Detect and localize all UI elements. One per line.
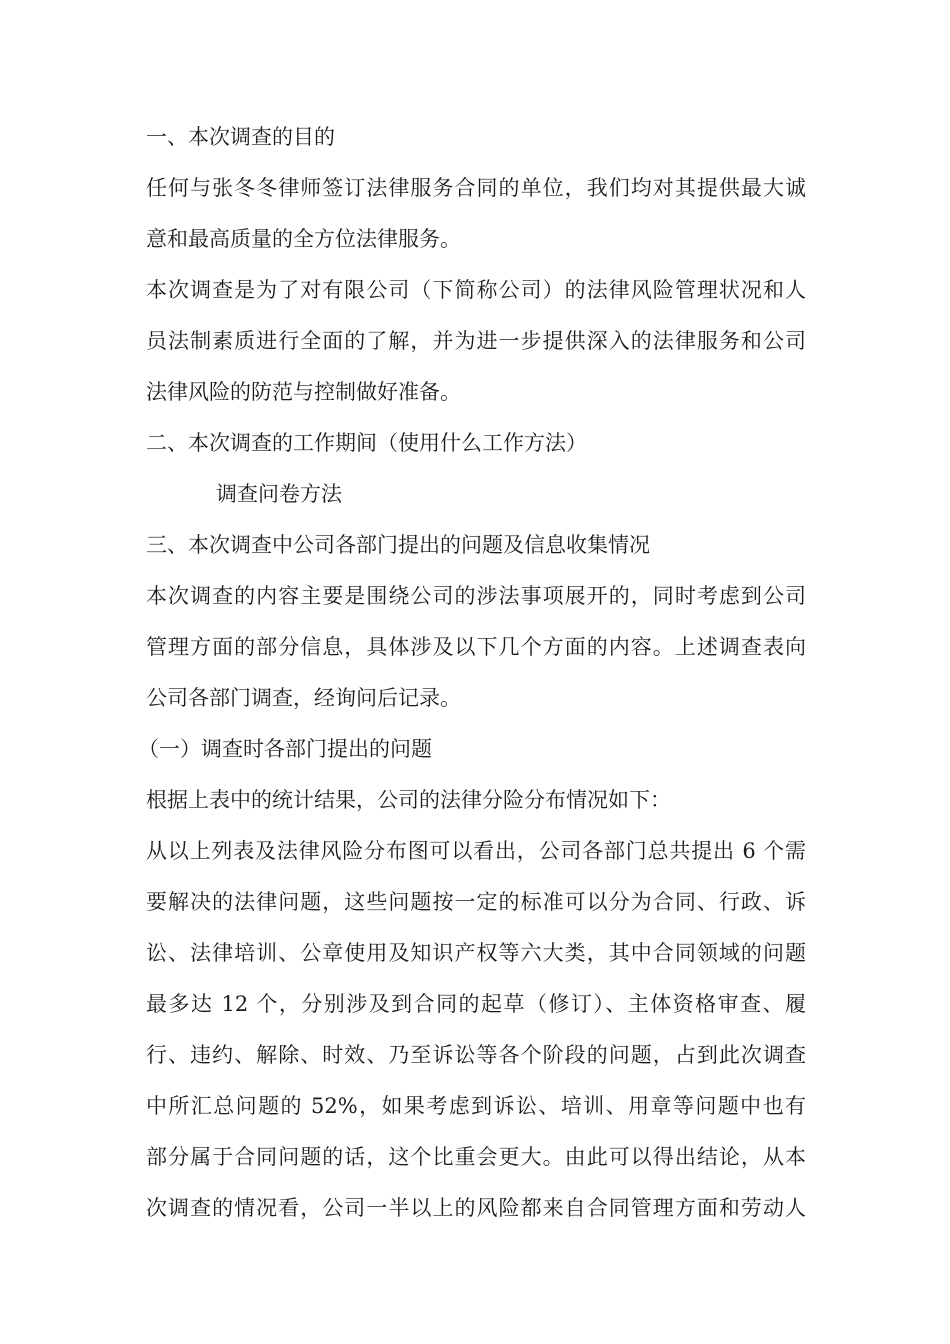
paragraph-line: 要解决的法律问题，这些问题按一定的标准可以分为合同、行政、诉 [146, 890, 806, 914]
paragraph-line: 根据上表中的统计结果，公司的法律分险分布情况如下： [146, 788, 671, 812]
paragraph-line: 意和最高质量的全方位法律服务。 [146, 227, 461, 251]
paragraph-line: 员法制素质进行全面的了解，并为进一步提供深入的法律服务和公司 [146, 329, 806, 353]
paragraph-line: 次调查的情况看，公司一半以上的风险都来自合同管理方面和劳动人 [146, 1196, 806, 1220]
paragraph-line: 管理方面的部分信息，具体涉及以下几个方面的内容。上述调查表向 [146, 635, 806, 659]
paragraph-line: 部分属于合同问题的话，这个比重会更大。由此可以得出结论，从本 [146, 1145, 806, 1169]
paragraph-line: 中所汇总问题的 52%，如果考虑到诉讼、培训、用章等问题中也有 [146, 1094, 806, 1118]
subsection-heading: （一）调查时各部门提出的问题 [138, 737, 432, 761]
document-body [138, 112, 806, 1234]
method-line: 调查问卷方法 [216, 482, 342, 506]
paragraph-line: 行、违约、解除、时效、乃至诉讼等各个阶段的问题，占到此次调查 [146, 1043, 806, 1067]
section-heading-issues: 三、本次调查中公司各部门提出的问题及信息收集情况 [146, 533, 650, 557]
paragraph-line: 任何与张冬冬律师签订法律服务合同的单位，我们均对其提供最大诚 [146, 176, 806, 200]
paragraph-line: 公司各部门调查，经询问后记录。 [146, 686, 461, 710]
paragraph-line: 本次调查是为了对有限公司（下简称公司）的法律风险管理状况和人 [146, 278, 806, 302]
paragraph-line: 从以上列表及法律风险分布图可以看出，公司各部门总共提出 6 个需 [146, 839, 806, 863]
paragraph-line: 本次调查的内容主要是围绕公司的涉法事项展开的，同时考虑到公司 [146, 584, 806, 608]
section-heading-period: 二、本次调查的工作期间（使用什么工作方法） [146, 431, 587, 455]
paragraph-line: 讼、法律培训、公章使用及知识产权等六大类，其中合同领域的问题 [146, 941, 806, 965]
section-heading-purpose: 一、本次调查的目的 [146, 125, 335, 149]
paragraph-line: 最多达 12 个，分别涉及到合同的起草（修订）、主体资格审查、履 [146, 992, 806, 1016]
paragraph-line: 法律风险的防范与控制做好准备。 [146, 380, 461, 404]
